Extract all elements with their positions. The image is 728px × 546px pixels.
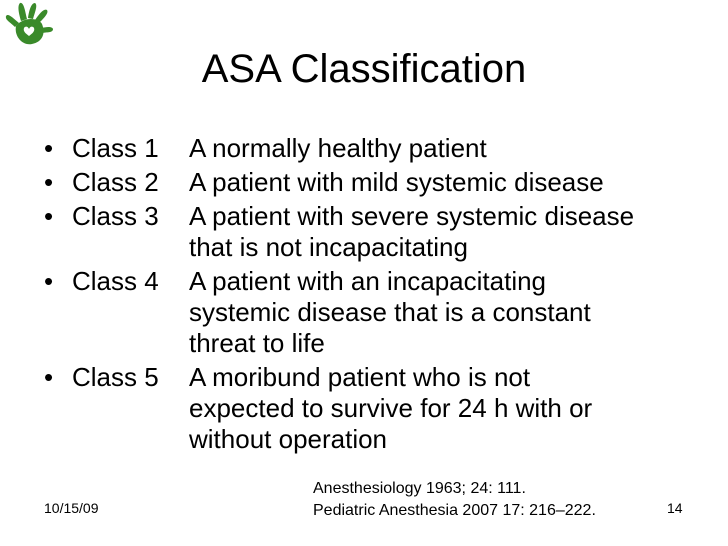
class-description bbox=[189, 362, 714, 455]
bullet: • bbox=[44, 362, 54, 392]
class-description bbox=[189, 167, 714, 198]
description-line: threat to life bbox=[189, 328, 325, 358]
class-label: Class 4 bbox=[72, 266, 159, 296]
list-item bbox=[44, 362, 714, 455]
reference-line: Pediatric Anesthesia 2007 17: 216–222. bbox=[313, 502, 596, 519]
list-item bbox=[44, 201, 714, 263]
description-line: A patient with severe systemic disease bbox=[189, 201, 635, 231]
description-line: without operation bbox=[189, 424, 388, 454]
class-label: Class 3 bbox=[72, 201, 159, 231]
bullet: • bbox=[44, 167, 54, 197]
class-label: Class 5 bbox=[72, 362, 159, 392]
class-label: Class 2 bbox=[72, 167, 159, 197]
list-item bbox=[44, 167, 714, 198]
description-line: that is not incapacitating bbox=[189, 232, 468, 262]
handprint-logo-icon bbox=[2, 0, 56, 50]
bullet: • bbox=[44, 266, 54, 296]
description-line: A patient with an incapacitating bbox=[189, 266, 547, 296]
class-label: Class 1 bbox=[72, 133, 159, 163]
description-line: A moribund patient who is not bbox=[189, 362, 531, 392]
page-number: 14 bbox=[667, 500, 683, 516]
class-description bbox=[189, 201, 714, 263]
list-item bbox=[44, 133, 714, 164]
footer-date: 10/15/09 bbox=[44, 500, 99, 516]
references bbox=[313, 478, 596, 522]
bullet: • bbox=[44, 201, 54, 231]
class-description bbox=[189, 266, 714, 359]
description-line: expected to survive for 24 h with or bbox=[189, 393, 593, 423]
description-line: A patient with mild systemic disease bbox=[189, 167, 604, 197]
slide-title: ASA Classification bbox=[201, 47, 527, 91]
description-line: systemic disease that is a constant bbox=[189, 297, 591, 327]
asa-class-list bbox=[44, 133, 714, 458]
class-description bbox=[189, 133, 714, 164]
reference-line: Anesthesiology 1963; 24: 111. bbox=[313, 480, 526, 497]
description-line: A normally healthy patient bbox=[189, 133, 487, 163]
list-item bbox=[44, 266, 714, 359]
bullet: • bbox=[44, 133, 54, 163]
